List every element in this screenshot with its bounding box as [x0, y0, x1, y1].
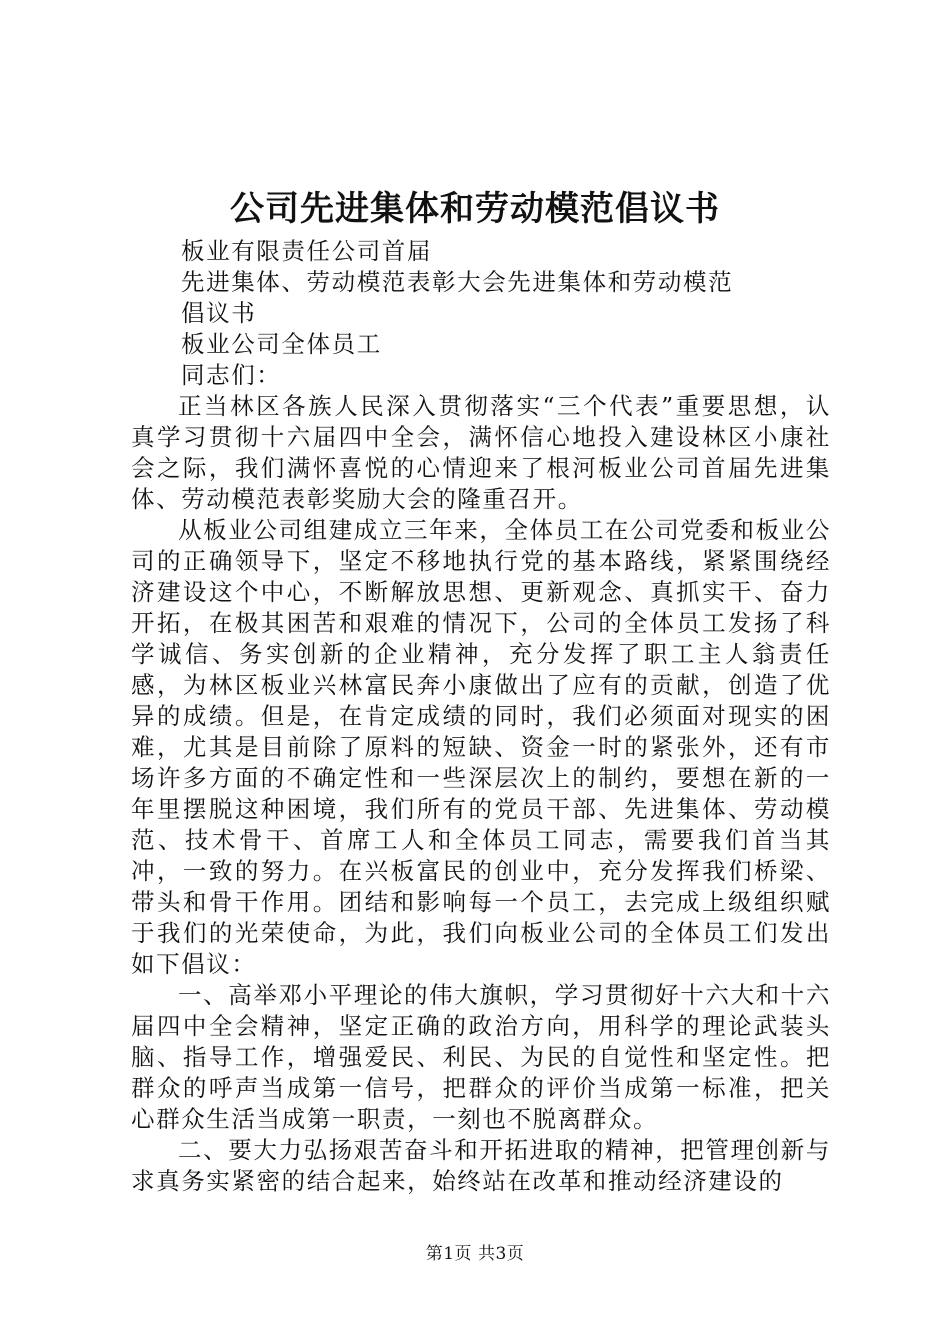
header-line-salutation: 同志们： — [181, 361, 282, 389]
paragraph-intro: 正当林区各族人民深入贯彻落实“三个代表”重要思想，认真学习贯彻十六届四中全会，满怀信心地投入建设林区小康社会之际，我们满怀喜悦的心情迎来了根河板业公司首届先进集体、劳动模范表彰奖励大会的隆重召开。 — [131, 392, 831, 513]
paragraph-proposal-1: 一、高举邓小平理论的伟大旗帜，学习贯彻好十六大和十六届四中全会精神，坚定正确的政治方向，用科学的理论武装头脑、指导工作，增强爱民、利民、为民的自觉性和坚定性。把群众的呼声当成第一信号，把群众的评价当成第一标准，把关心群众生活当成第一职责，一刻也不脱离群众。 — [131, 981, 831, 1133]
page-indicator: 第1页 共3页 — [425, 1244, 525, 1264]
document-body — [131, 236, 831, 1197]
paragraph-proposal-2: 二、要大力弘扬艰苦奋斗和开拓进取的精神，把管理创新与求真务实紧密的结合起来，始终站在改革和推动经济建设的 — [131, 1136, 831, 1195]
header-line-doc-type: 倡议书 — [181, 299, 257, 327]
page-footer — [0, 1243, 950, 1265]
paragraph-background: 从板业公司组建成立三年来，全体员工在公司党委和板业公司的正确领导下，坚定不移地执行党的基本路线，紧紧围绕经济建设这个中心，不断解放思想、更新观念、真抓实干、奋力开拓，在极其困苦和艰难的情况下，公司的全体员工发扬了科学诚信、务实创新的企业精神，充分发挥了职工主人翁责任感，为林区板业兴林富民奔小康做出了应有的贡献，创造了优异的成绩。但是，在肯定成绩的同时，我们必须面对现实的困难，尤其是目前除了原料的短缺、资金一时的紧张外，还有市场许多方面的不确定性和一些深层次上的制约，要想在新的一年里摆脱这种困境，我们所有的党员干部、先进集体、劳动模范、技术骨干、首席工人和全体员工同志，需要我们首当其冲，一致的努力。在兴板富民的创业中，充分发挥我们桥梁、带头和骨干作用。团结和影响每一个员工，去完成上级组织赋于我们的光荣使命，为此，我们向板业公司的全体员工们发出如下倡议： — [131, 516, 831, 978]
header-line-meeting: 先进集体、劳动模范表彰大会先进集体和劳动模范 — [181, 268, 734, 296]
document-title: 公司先进集体和劳动模范倡议书 — [230, 189, 720, 229]
header-line-company: 板业有限责任公司首届 — [181, 237, 432, 265]
header-line-recipient: 板业公司全体员工 — [181, 330, 382, 358]
